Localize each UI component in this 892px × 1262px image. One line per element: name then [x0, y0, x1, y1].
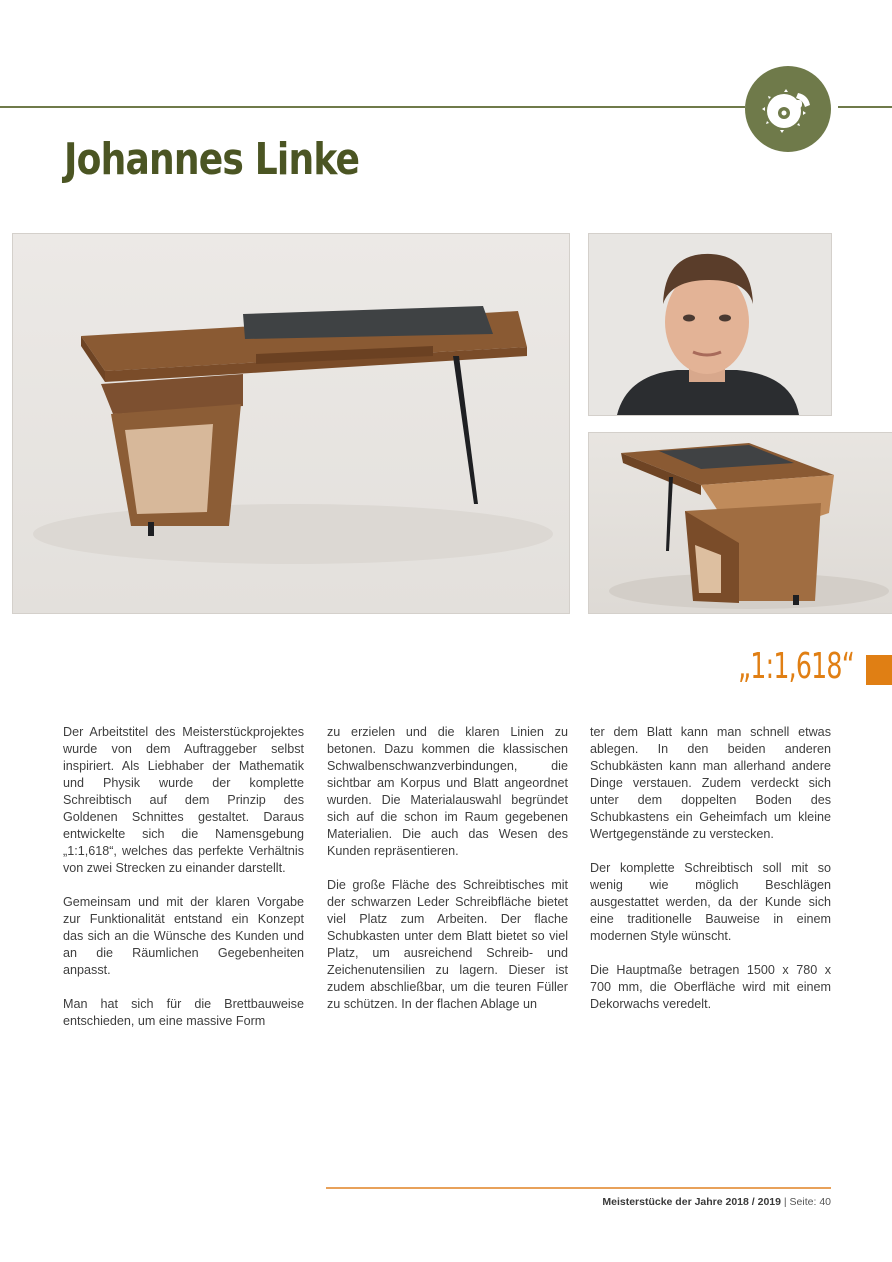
paragraph: Die große Fläche des Schreibtisches mit der schwarzen Leder Schreibfläche bietet viel Platz zum Arbeiten. Der flache Schubkasten unter dem Blatt bietet so viel Platz, um ausreichend Schreib- und Zeichenutensilien zu lagern. Dieser ist zudem abschließbar, um die teuren Füller zu schützen. In der flachen Ablage un: [327, 878, 568, 1011]
footer-separator: |: [780, 1196, 790, 1208]
page-title: Johannes Linke: [64, 134, 360, 185]
text-column-2: [327, 724, 568, 1030]
desk-photo: [12, 233, 570, 614]
page-footer: [326, 1196, 831, 1208]
paragraph: Der Arbeitstitel des Meisterstückprojektes wurde von dem Auftraggeber selbst inspiriert. Als Liebhaber der Mathematik und Physik wurde der komplette Schreibtisch auf dem Prinzip des Goldenen Schnittes gestaltet. Daraus entwickelte sich die Namensgebung „1:1,618“, welches das perfekte Verhältnis von zwei Strecken zu einander darstellt.: [63, 725, 304, 875]
header-rule-right: [838, 106, 892, 108]
paragraph: zu erzielen und die klaren Linien zu betonen. Dazu kommen die klassischen Schwalbenschwanzverbindungen, die sichtbar am Korpus und Blatt angeordnet wurden. Die Materialauswahl begründet sich auf die schon im Raum gegebenen Materialien. Die auch das Wesen des Kunden repräsentieren.: [327, 725, 568, 858]
paragraph: Der komplette Schreibtisch soll mit so wenig wie möglich Beschlägen ausgestattet werden, da der Kunde sich eine traditionelle Bauweise in einem modernen Style wünscht.: [590, 861, 831, 943]
text-column-1: [63, 724, 304, 1047]
text-column-3: [590, 724, 831, 1030]
paragraph: Man hat sich für die Brettbauweise entschieden, um eine massive Form: [63, 997, 304, 1028]
paragraph: ter dem Blatt kann man schnell etwas ablegen. In den beiden anderen Schubkästen kann man allerhand andere Dinge verstauen. Zudem verdeckt sich unter dem doppelten Boden des Schubkastens ein Geheimfach um kleine Wertgegenstände zu verstecken.: [590, 725, 831, 841]
pull-quote: „1:1,618“: [738, 646, 855, 687]
header-rule-left: [0, 106, 745, 108]
footer-page-number: Seite: 40: [789, 1196, 831, 1208]
footer-rule: [326, 1187, 831, 1189]
portrait-photo: [588, 233, 832, 416]
footer-publication: Meisterstücke der Jahre 2018 / 2019: [602, 1196, 781, 1208]
paragraph: Gemeinsam und mit der klaren Vorgabe zur Funktionalität entstand ein Konzept das sich an die Wünsche des Kunden und an die Räumlichen Gegebenheiten anpasst.: [63, 895, 304, 977]
paragraph: Die Hauptmaße betragen 1500 x 780 x 700 mm, die Oberfläche wird mit einem Dekorwachs veredelt.: [590, 963, 831, 1011]
desk-side-photo: [588, 432, 892, 614]
accent-block: [866, 655, 892, 685]
circular-saw-icon: [745, 66, 831, 152]
